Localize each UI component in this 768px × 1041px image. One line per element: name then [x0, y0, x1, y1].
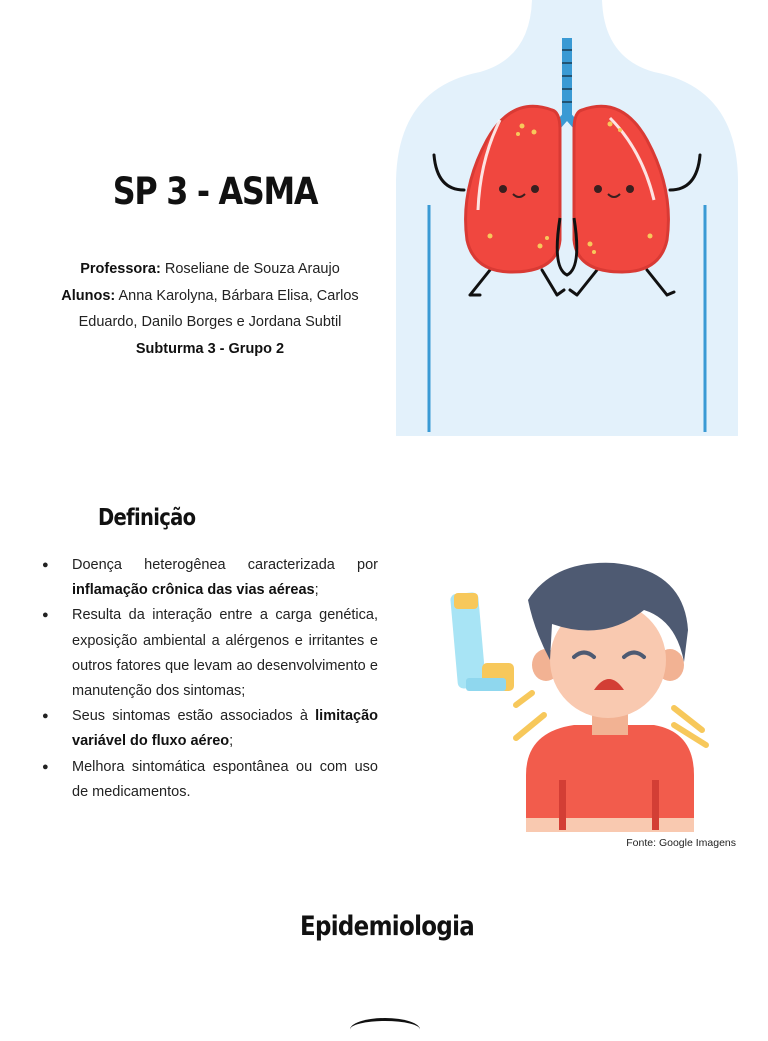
- bottom-illustration-edge: [350, 1018, 420, 1041]
- professor-line: [45, 256, 375, 283]
- list-item: ● Seus sintomas estão associados à limitação variável do fluxo aéreo;: [40, 704, 378, 754]
- definition-list: [40, 553, 378, 805]
- image-caption: Fonte: Google Imagens: [626, 837, 736, 849]
- group-line: Subturma 3 - Grupo 2: [135, 340, 285, 357]
- students-label: Alunos:: [61, 287, 116, 304]
- asthma-person-illustration: [444, 560, 714, 835]
- page-title: SP 3 - ASMA: [112, 170, 318, 213]
- definition-heading: Definição: [98, 505, 196, 531]
- professor-name: Roseliane de Souza Araujo: [164, 261, 340, 277]
- credits: [45, 256, 375, 362]
- students-names-line2: Eduardo, Danilo Borges e Jordana Subtil: [78, 314, 342, 330]
- shirt: [526, 725, 694, 832]
- students-line: [45, 283, 375, 310]
- epidemiology-heading: Epidemiologia: [300, 911, 475, 942]
- list-item: ● Resulta da interação entre a carga genética, exposição ambiental a alérgenos e irritantes e outros fatores que levam ao desenvolvimento e manutenção dos sintomas;: [40, 603, 378, 704]
- list-item: ● Melhora sintomática espontânea ou com uso de medicamentos.: [40, 755, 378, 805]
- professor-label: Professora:: [80, 261, 161, 277]
- students-names-line1: Anna Karolyna, Bárbara Elisa, Carlos: [118, 287, 359, 304]
- lungs-illustration: [392, 0, 742, 436]
- inhaler-icon: [450, 592, 514, 691]
- list-item: ● Doença heterogênea caracterizada por inflamação crônica das vias aéreas;: [40, 553, 378, 603]
